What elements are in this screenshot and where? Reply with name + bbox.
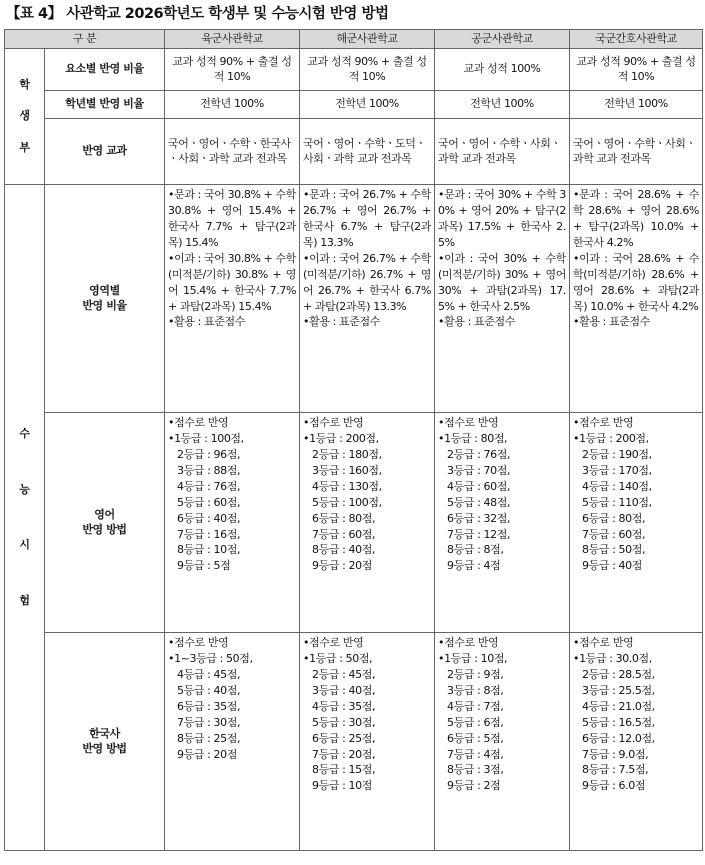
table-cell <box>435 412 570 632</box>
list-item: •1등급 : 10점, <box>438 651 508 665</box>
list-item: 6등급 : 80점, <box>582 511 646 525</box>
list-item: 7등급 : 60점, <box>582 527 646 541</box>
list-item: 8등급 : 40점, <box>312 543 376 557</box>
row-label: 영어 반영 방법 <box>45 412 165 632</box>
table-cell: 교과 성적 90% + 출결 성적 10% <box>570 48 703 90</box>
list-item: 3등급 : 170점, <box>582 463 652 477</box>
list-item: •활용 : 표준점수 <box>168 315 245 329</box>
list-item: 5등급 : 48점, <box>447 495 511 509</box>
table-cell <box>570 632 703 850</box>
list-item: •점수로 반영 <box>573 635 634 649</box>
list-item: 9등급 : 6.0점 <box>582 779 646 793</box>
list-item: 8등급 : 50점, <box>582 543 646 557</box>
list-item: •점수로 반영 <box>573 415 634 429</box>
list-item: 7등급 : 60점, <box>312 527 376 541</box>
list-item: 2등급 : 45점, <box>312 667 376 681</box>
list-item: •1등급 : 80점, <box>438 431 508 445</box>
list-item: 5등급 : 40점, <box>177 683 241 697</box>
english-row <box>5 412 703 632</box>
list-item: •문과 : 국어 30.8% + 수학 30.8% + 영어 15.4% + 한국사 7.7% + 탐구(2과목) 15.4% <box>168 187 296 249</box>
table-cell <box>165 632 300 850</box>
table-cell: 교과 성적 100% <box>435 48 570 90</box>
table-cell: 국어ㆍ영어ㆍ수학ㆍ사회ㆍ과학 교과 전과목 <box>435 118 570 184</box>
list-item: •이과 : 국어 26.7% + 수학(미적분/기하) 26.7% + 영어 26.7% + 한국사 6.7% + 과탐(2과목) 13.3% <box>303 251 431 313</box>
list-item: 4등급 : 35점, <box>312 699 376 713</box>
school-header: 육군사관학교 <box>165 30 300 49</box>
list-item: 3등급 : 8점, <box>447 683 504 697</box>
list-item: 8등급 : 3점, <box>447 763 504 777</box>
student-record-group-label: 학 생 부 <box>5 48 45 184</box>
list-item: 9등급 : 20점 <box>177 747 237 761</box>
admission-table <box>4 29 703 851</box>
table-cell <box>435 184 570 412</box>
row-label: 한국사 반영 방법 <box>45 632 165 850</box>
row-label: 요소별 반영 비율 <box>45 48 165 90</box>
list-item: •활용 : 표준점수 <box>303 315 380 329</box>
grade-ratio-row <box>5 90 703 118</box>
list-item: •점수로 반영 <box>303 415 364 429</box>
list-item: 4등급 : 76점, <box>177 479 241 493</box>
list-item: 6등급 : 12.0점, <box>582 731 655 745</box>
row-label: 반영 교과 <box>45 118 165 184</box>
list-item: 3등급 : 70점, <box>447 463 511 477</box>
list-item: 6등급 : 35점, <box>177 699 241 713</box>
list-item: •문과 : 국어 26.7% + 수학 26.7% + 영어 26.7% + 한국사 6.7% + 탐구(2과목) 13.3% <box>303 187 431 249</box>
table-cell <box>570 184 703 412</box>
row-label: 영역별 반영 비율 <box>45 184 165 412</box>
list-item: 4등급 : 130점, <box>312 479 382 493</box>
list-item: 4등급 : 45점, <box>177 667 241 681</box>
table-cell: 국어ㆍ영어ㆍ수학ㆍ사회ㆍ과학 교과 전과목 <box>570 118 703 184</box>
table-cell: 국어ㆍ영어ㆍ수학ㆍ도덕ㆍ사회ㆍ과학 교과 전과목 <box>300 118 435 184</box>
list-item: 3등급 : 25.5점, <box>582 683 655 697</box>
list-item: 2등급 : 180점, <box>312 447 382 461</box>
school-header: 공군사관학교 <box>435 30 570 49</box>
list-item: 6등급 : 40점, <box>177 511 241 525</box>
list-item: 2등급 : 9점, <box>447 667 504 681</box>
table-cell <box>570 412 703 632</box>
list-item: 9등급 : 4점 <box>447 559 501 573</box>
table-cell <box>300 184 435 412</box>
list-item: •1등급 : 200점, <box>573 431 649 445</box>
list-item: •문과 : 국어 28.6% + 수학 28.6% + 영어 28.6% + 탐구(2과목) 10.0% + 한국사 4.2% <box>573 187 699 249</box>
document-title: 【표 4】 사관학교 2026학년도 학생부 및 수능시험 반영 방법 <box>6 6 389 22</box>
table-cell: 전학년 100% <box>570 90 703 118</box>
list-item: 2등급 : 190점, <box>582 447 652 461</box>
school-header: 국군간호사관학교 <box>570 30 703 49</box>
list-item: •활용 : 표준점수 <box>438 315 515 329</box>
csat-group-label: 수 능 시 험 <box>5 184 45 850</box>
list-item: 8등급 : 10점, <box>177 543 241 557</box>
list-item: •점수로 반영 <box>168 415 229 429</box>
table-cell <box>300 412 435 632</box>
list-item: 9등급 : 20점 <box>312 559 372 573</box>
list-item: 5등급 : 60점, <box>177 495 241 509</box>
table-cell <box>165 412 300 632</box>
list-item: •이과 : 국어 30.8% + 수학(미적분/기하) 30.8% + 영어 15.4% + 한국사 7.7% + 과탐(2과목) 15.4% <box>168 251 296 313</box>
list-item: 9등급 : 5점 <box>177 559 231 573</box>
list-item: 8등급 : 8점, <box>447 543 504 557</box>
table-cell: 교과 성적 90% + 출결 성적 10% <box>165 48 300 90</box>
list-item: 4등급 : 60점, <box>447 479 511 493</box>
list-item: 4등급 : 7점, <box>447 699 504 713</box>
list-item: 4등급 : 140점, <box>582 479 652 493</box>
list-item: 2등급 : 96점, <box>177 447 241 461</box>
list-item: 7등급 : 12점, <box>447 527 511 541</box>
list-item: 9등급 : 2점 <box>447 779 501 793</box>
list-item: •활용 : 표준점수 <box>573 315 650 329</box>
list-item: 7등급 : 30점, <box>177 715 241 729</box>
list-item: 8등급 : 25점, <box>177 731 241 745</box>
list-item: •이과 : 국어 28.6% + 수학(미적분/기하) 28.6% + 영어 28.6% + 과탐(2과목) 10.0% + 한국사 4.2% <box>573 251 699 313</box>
list-item: •이과 : 국어 30% + 수학(미적분/기하) 30% + 영어 30% + 과탐(2과목) 17.5% + 한국사 2.5% <box>438 251 566 313</box>
table-cell: 전학년 100% <box>165 90 300 118</box>
list-item: 8등급 : 7.5점, <box>582 763 649 777</box>
list-item: •점수로 반영 <box>168 635 229 649</box>
list-item: 7등급 : 4점, <box>447 747 504 761</box>
list-item: •1등급 : 50점, <box>303 651 373 665</box>
table-cell: 전학년 100% <box>435 90 570 118</box>
list-item: 6등급 : 25점, <box>312 731 376 745</box>
list-item: •점수로 반영 <box>438 635 499 649</box>
list-item: 2등급 : 28.5점, <box>582 667 655 681</box>
subject-row <box>5 118 703 184</box>
list-item: 7등급 : 20점, <box>312 747 376 761</box>
list-item: 4등급 : 21.0점, <box>582 699 655 713</box>
history-row <box>5 632 703 850</box>
list-item: •1등급 : 200점, <box>303 431 379 445</box>
list-item: •1등급 : 30.0점, <box>573 651 652 665</box>
list-item: 3등급 : 88점, <box>177 463 241 477</box>
list-item: •1등급 : 100점, <box>168 431 244 445</box>
category-header: 구 분 <box>5 30 165 49</box>
list-item: 9등급 : 10점 <box>312 779 372 793</box>
list-item: 6등급 : 5점, <box>447 731 504 745</box>
list-item: •1~3등급 : 50점, <box>168 651 253 665</box>
table-cell: 국어ㆍ영어ㆍ수학ㆍ한국사ㆍ사회ㆍ과학 교과 전과목 <box>165 118 300 184</box>
list-item: 5등급 : 30점, <box>312 715 376 729</box>
school-header: 해군사관학교 <box>300 30 435 49</box>
table-cell: 교과 성적 90% + 출결 성적 10% <box>300 48 435 90</box>
table-cell <box>300 632 435 850</box>
list-item: 6등급 : 80점, <box>312 511 376 525</box>
header-row <box>5 30 703 49</box>
list-item: 5등급 : 110점, <box>582 495 652 509</box>
list-item: 7등급 : 9.0점, <box>582 747 649 761</box>
element-ratio-row <box>5 48 703 90</box>
list-item: 5등급 : 6점, <box>447 715 504 729</box>
list-item: •점수로 반영 <box>303 635 364 649</box>
list-item: 7등급 : 16점, <box>177 527 241 541</box>
list-item: 2등급 : 76점, <box>447 447 511 461</box>
table-cell <box>165 184 300 412</box>
list-item: 3등급 : 160점, <box>312 463 382 477</box>
list-item: 5등급 : 16.5점, <box>582 715 655 729</box>
section-ratio-row <box>5 184 703 412</box>
table-cell: 전학년 100% <box>300 90 435 118</box>
row-label: 학년별 반영 비율 <box>45 90 165 118</box>
list-item: 6등급 : 32점, <box>447 511 511 525</box>
list-item: •점수로 반영 <box>438 415 499 429</box>
list-item: 9등급 : 40점 <box>582 559 642 573</box>
list-item: •문과 : 국어 30% + 수학 30% + 영어 20% + 탐구(2과목) 17.5% + 한국사 2.5% <box>438 187 566 249</box>
list-item: 3등급 : 40점, <box>312 683 376 697</box>
list-item: 5등급 : 100점, <box>312 495 382 509</box>
table-cell <box>435 632 570 850</box>
list-item: 8등급 : 15점, <box>312 763 376 777</box>
